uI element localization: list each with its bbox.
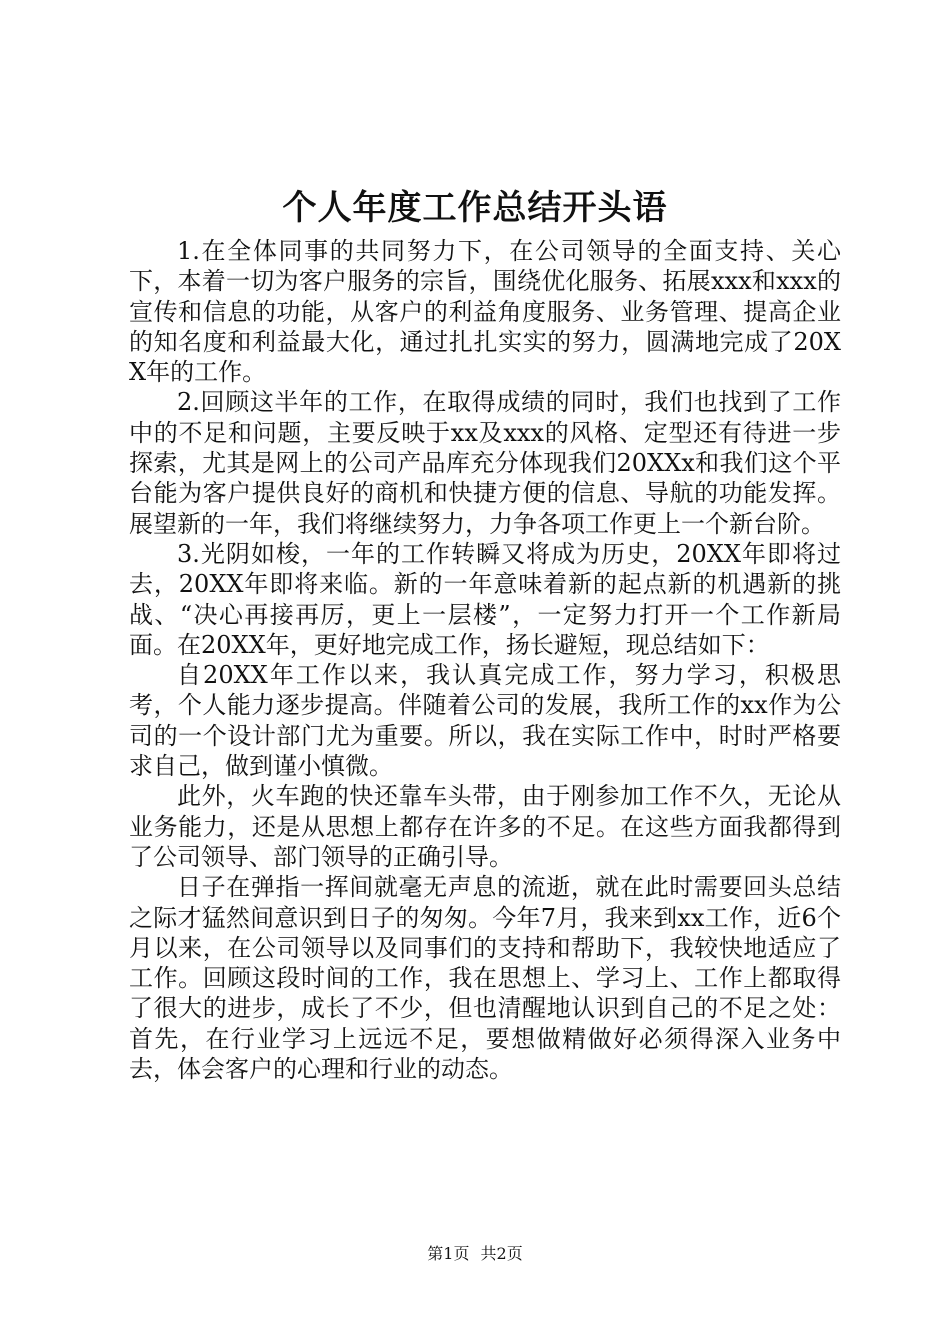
paragraph-5: 此外，火车跑的快还靠车头带，由于刚参加工作不久，无论从业务能力，还是从思想上都存在许多的不足。在这些方面我都得到了公司领导、部门领导的正确引导。 [129,782,841,871]
page-footer [0,1244,950,1264]
paragraph-2: 2.回顾这半年的工作，在取得成绩的同时，我们也找到了工作中的不足和问题，主要反映于xx及xxx的风格、定型还有待进一步探索，尤其是网上的公司产品库充分体现我们20XXx和我们这个平台能为客户提供良好的商机和快捷方便的信息、导航的功能发挥。展望新的一年，我们将继续努力，力争各项工作更上一个新台阶。 [129,388,841,538]
paragraph-1: 1.在全体同事的共同努力下，在公司领导的全面支持、关心下，本着一切为客户服务的宗旨，围绕优化服务、拓展xxx和xxx的宣传和信息的功能，从客户的利益角度服务、业务管理、提高企业的知名度和利益最大化，通过扎扎实实的努力，圆满地完成了20XX年的工作。 [129,237,841,387]
page-number-total: 共2页 [480,1244,523,1263]
paragraph-3: 3.光阴如梭，一年的工作转瞬又将成为历史，20XX年即将过去，20XX年即将来临。新的一年意味着新的起点新的机遇新的挑战、“决心再接再厉，更上一层楼”，一定努力打开一个工作新局面。在20XX年，更好地完成工作，扬长避短，现总结如下： [129,539,841,659]
paragraph-6: 日子在弹指一挥间就毫无声息的流逝，就在此时需要回头总结之际才猛然间意识到日子的匆匆。今年7月，我来到xx工作，近6个月以来，在公司领导以及同事们的支持和帮助下，我较快地适应了工作。回顾这段时间的工作，我在思想上、学习上、工作上都取得了很大的进步，成长了不少，但也清醒地认识到自己的不足之处：首先，在行业学习上远远不足，要想做精做好必须得深入业务中去，体会客户的心理和行业的动态。 [129,873,841,1084]
document-title: 个人年度工作总结开头语 [282,188,668,228]
document-body [129,236,841,1084]
paragraph-4: 自20XX年工作以来，我认真完成工作，努力学习，积极思考，个人能力逐步提高。伴随着公司的发展，我所工作的xx作为公司的一个设计部门尤为重要。所以，我在实际工作中，时时严格要求自己，做到谨小慎微。 [129,661,841,781]
page-number-current: 第1页 [427,1244,470,1263]
